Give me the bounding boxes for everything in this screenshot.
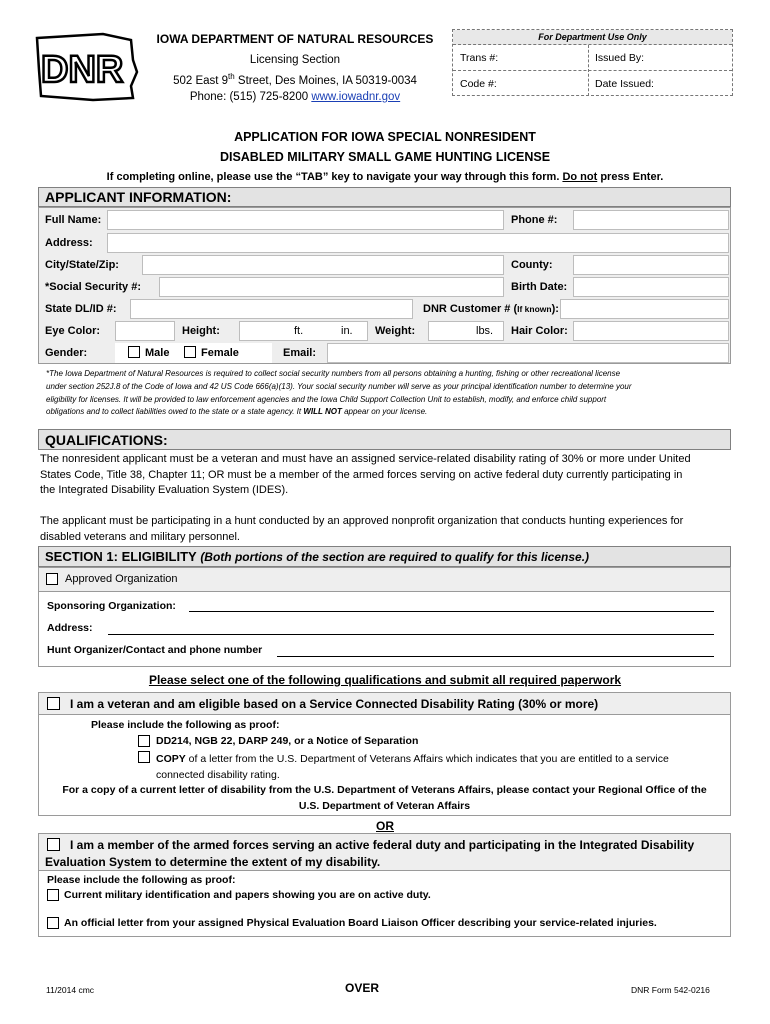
- trans-label: Trans #:: [460, 52, 499, 64]
- full-name-input[interactable]: [107, 210, 504, 230]
- county-label: County:: [511, 259, 553, 271]
- military-id-checkbox[interactable]: [47, 889, 59, 901]
- height-label: Height:: [182, 325, 220, 337]
- approved-org-checkbox[interactable]: [46, 573, 58, 585]
- peb-letter-checkbox[interactable]: [47, 917, 59, 929]
- sponsoring-org-label: Sponsoring Organization:: [47, 600, 176, 612]
- date-issued-label: Date Issued:: [595, 78, 654, 90]
- male-label: Male: [145, 347, 170, 359]
- dnr-customer-input[interactable]: [560, 299, 729, 319]
- agency-name: IOWA DEPARTMENT OF NATURAL RESOURCES: [156, 32, 434, 46]
- select-qualification-instruction: Please select one of the following qualifications and submit all required paperwork: [148, 673, 622, 687]
- org-address-field[interactable]: [108, 634, 714, 635]
- phone-input[interactable]: [573, 210, 729, 230]
- footer-form-number: DNR Form 542-0216: [631, 985, 710, 995]
- weight-label: Weight:: [375, 325, 416, 337]
- footer-revision: 11/2014 cmc: [46, 985, 95, 995]
- female-checkbox[interactable]: [184, 346, 196, 358]
- birth-date-label: Birth Date:: [511, 281, 568, 293]
- dd214-label: DD214, NGB 22, DARP 249, or a Notice of Separation: [156, 735, 419, 747]
- form-title-line1: APPLICATION FOR IOWA SPECIAL NONRESIDENT: [234, 130, 536, 144]
- hunt-organizer-label: Hunt Organizer/Contact and phone number: [47, 644, 263, 656]
- male-checkbox[interactable]: [128, 346, 140, 358]
- active-duty-option-box: [38, 833, 731, 937]
- ssn-label: *Social Security #:: [45, 281, 141, 293]
- peb-letter-label: An official letter from your assigned Physical Evaluation Board Liaison Officer describing your service-related injuries.: [64, 917, 657, 929]
- applicant-table: [38, 207, 731, 364]
- hair-color-label: Hair Color:: [511, 325, 568, 337]
- weight-input[interactable]: [428, 321, 504, 341]
- eye-color-label: Eye Color:: [45, 325, 101, 337]
- va-letter-checkbox[interactable]: [138, 751, 150, 763]
- department-use-title: For Department Use Only: [453, 30, 732, 45]
- feet-unit: ft.: [294, 325, 304, 337]
- ssn-notice: *The Iowa Department of Natural Resources is required to collect social security numbers from all persons obtaining a hunting, fishing or other recreational license under section 252J.8 of the Code of Iowa and 42 US Code 666(a)(13). Your social security number will serve as your principal identification number to determine your eligibility for licenses. It will be provided to law enforcement agencies and the Iowa Child Support Collection Unit to establish, modify, and enforce child support obligations and to collect liabilities owed to the state or a state agency. It WILL NOT appear on your license.: [46, 369, 632, 417]
- ssn-input[interactable]: [159, 277, 504, 297]
- approved-org-label: Approved Organization: [65, 573, 178, 585]
- state-dl-input[interactable]: [130, 299, 413, 319]
- qualifications-heading: QUALIFICATIONS:: [38, 429, 731, 450]
- section-name: Licensing Section: [249, 54, 341, 66]
- section1-heading: SECTION 1: ELIGIBILITY (Both portions of the section are required to qualify for this license.): [38, 546, 731, 567]
- qualifications-paragraph-1: The nonresident applicant must be a veteran and must have an assigned service-related disability rating of 30% or more under United States Code, Title 38, Chapter 11; OR must be a member of the armed forces serving on active federal duty currently participating in the Integrated Disability Evaluation System (IDES).: [40, 453, 691, 496]
- footer-over: OVER: [345, 981, 380, 995]
- veteran-option-title: I am a veteran and am eligible based on a Service Connected Disability Rating (30% or more): [70, 697, 599, 711]
- phone-label: Phone #:: [511, 214, 558, 226]
- veteran-option-checkbox[interactable]: [47, 697, 60, 710]
- birth-date-input[interactable]: [573, 277, 729, 297]
- issued-by-label: Issued By:: [595, 52, 645, 64]
- website-link[interactable]: www.iowadnr.gov: [311, 91, 401, 103]
- female-label: Female: [201, 347, 239, 359]
- agency-address: 502 East 9th Street, Des Moines, IA 50319-0034: [173, 72, 417, 87]
- address-label: Address:: [45, 237, 93, 249]
- dnr-customer-label: DNR Customer # ( If known ):: [423, 303, 559, 315]
- applicant-info-heading: APPLICANT INFORMATION:: [38, 187, 731, 207]
- logo-text: DNR: [41, 49, 124, 91]
- inches-unit: in.: [341, 325, 353, 337]
- active-duty-proof-label: Please include the following as proof:: [47, 874, 236, 886]
- eye-color-input[interactable]: [115, 321, 175, 341]
- city-state-zip-input[interactable]: [142, 255, 504, 275]
- veteran-proof-label: Please include the following as proof:: [91, 719, 280, 731]
- dnr-logo: [33, 30, 141, 104]
- department-use-box: [452, 29, 733, 96]
- org-address-label: Address:: [47, 622, 93, 634]
- dd214-checkbox[interactable]: [138, 735, 150, 747]
- qualifications-paragraph-2: The applicant must be participating in a hunt conducted by an approved nonprofit organization that conducts hunting experiences for disabled veterans and military personnel.: [40, 515, 684, 543]
- pounds-unit: lbs.: [476, 325, 494, 337]
- section1-box: [38, 567, 731, 667]
- height-input[interactable]: [239, 321, 368, 341]
- hair-color-input[interactable]: [573, 321, 729, 341]
- sponsoring-org-field[interactable]: [189, 611, 714, 612]
- military-id-label: Current military identification and papers showing you are on active duty.: [64, 889, 431, 901]
- or-separator: OR: [376, 819, 394, 833]
- gender-label: Gender:: [45, 347, 88, 359]
- code-label: Code #:: [460, 78, 497, 90]
- city-state-zip-label: City/State/Zip:: [45, 259, 119, 271]
- disability-letter-note: For a copy of a current letter of disability from the U.S. Department of Veterans Affairs, please contact your Regional Office of the U.S. Department of Veteran Affairs: [62, 784, 707, 812]
- email-label: Email:: [283, 347, 317, 359]
- full-name-label: Full Name:: [45, 214, 102, 226]
- va-letter-label: COPY of a letter from the U.S. Department of Veterans Affairs which indicates that you are entitled to a service connected disability rating.: [156, 753, 669, 781]
- address-input[interactable]: [107, 233, 729, 253]
- email-input[interactable]: [327, 343, 729, 363]
- form-title-line2: DISABLED MILITARY SMALL GAME HUNTING LICENSE: [219, 150, 551, 164]
- active-duty-option-title: I am a member of the armed forces serving an active federal duty and participating in the Integrated Disability Evaluation System to determine the extent of my disability.: [45, 838, 695, 869]
- navigation-instructions: If completing online, please use the “TAB” key to navigate your way through this form. Do not press Enter.: [106, 171, 664, 183]
- hunt-organizer-field[interactable]: [277, 656, 714, 657]
- state-dl-label: State DL/ID #:: [45, 303, 117, 315]
- veteran-option-box: [38, 692, 731, 816]
- county-input[interactable]: [573, 255, 729, 275]
- agency-phone: Phone: (515) 725-8200 www.iowadnr.gov: [189, 91, 401, 103]
